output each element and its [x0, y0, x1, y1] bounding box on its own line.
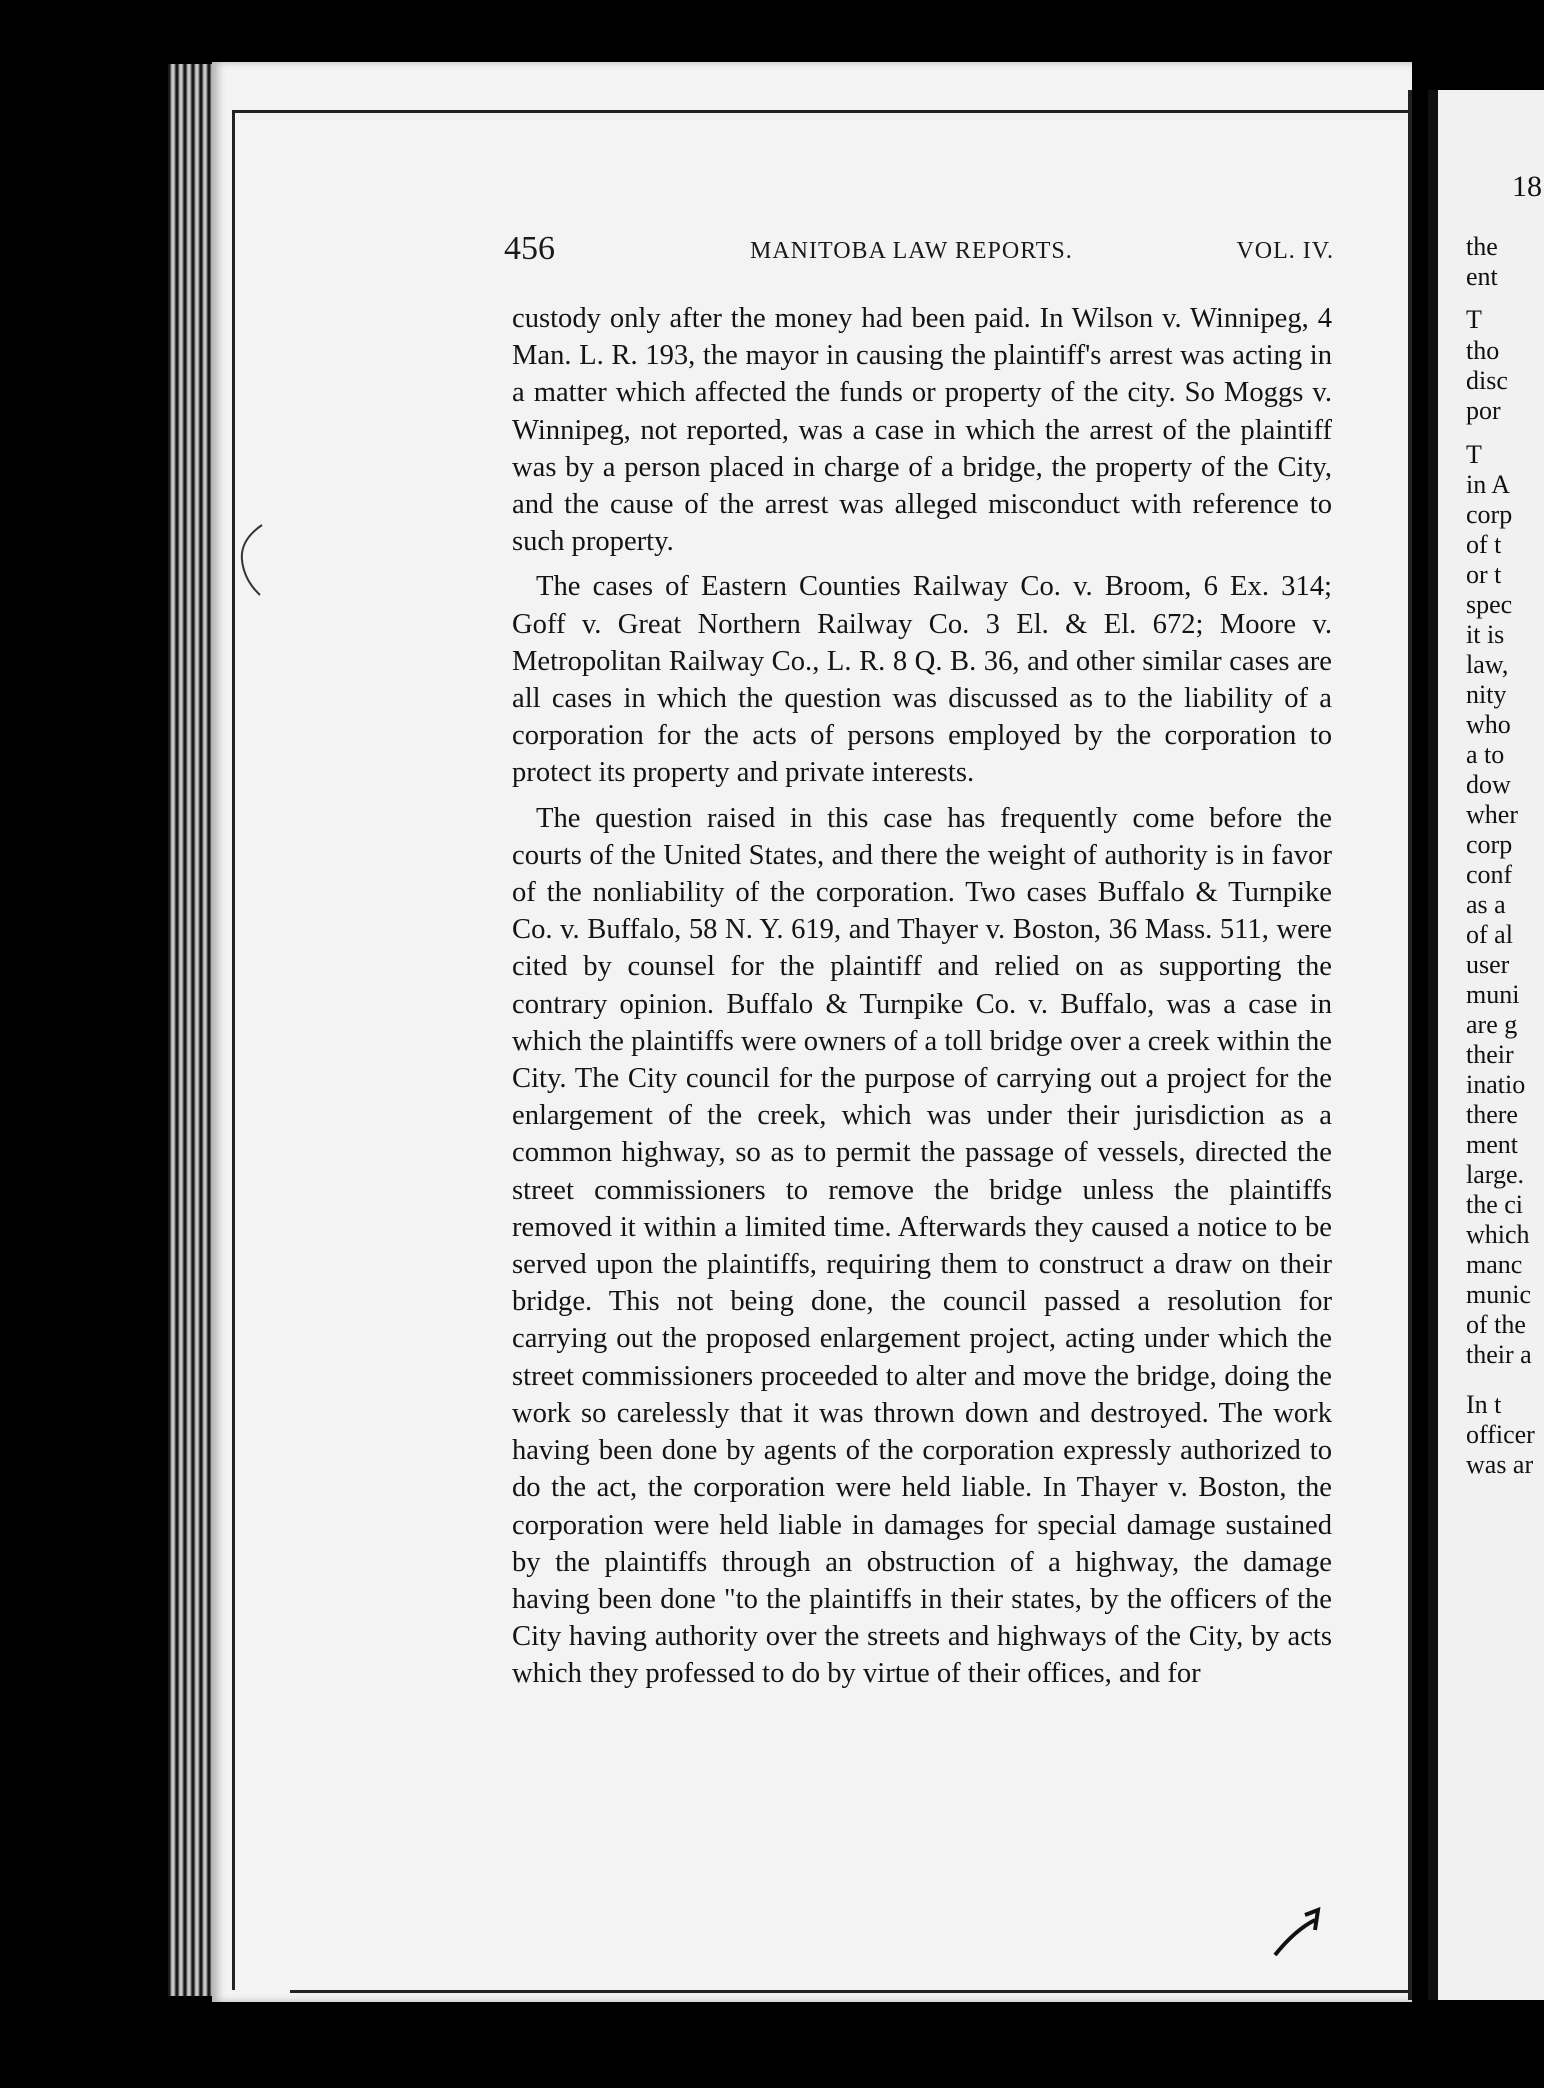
facing-page-line: ent	[1466, 262, 1498, 291]
facing-page-line: user	[1466, 950, 1510, 979]
facing-page-line: inatio	[1466, 1070, 1526, 1099]
facing-page-line: or t	[1466, 560, 1502, 589]
facing-page-line: 18	[1512, 170, 1542, 203]
facing-page-line: conf	[1466, 860, 1513, 889]
facing-page-line: wher	[1466, 800, 1518, 829]
body-text	[512, 300, 1332, 1693]
facing-page-line: their	[1466, 1040, 1514, 1069]
page-border-top	[232, 110, 1408, 113]
facing-page-line: of t	[1466, 530, 1502, 559]
pen-mark-left	[232, 520, 272, 600]
volume-label: VOL. IV.	[1236, 238, 1334, 264]
facing-page-line: disc	[1466, 366, 1508, 395]
facing-page-line: corp	[1466, 500, 1513, 529]
page-border-right	[1408, 90, 1412, 2000]
facing-page-line: corp	[1466, 830, 1513, 859]
facing-page-line: was ar	[1466, 1450, 1534, 1479]
facing-page-line: of the	[1466, 1310, 1526, 1339]
facing-page-line: the ci	[1466, 1190, 1524, 1219]
facing-page-line: in A	[1466, 470, 1511, 499]
facing-page-line: of al	[1466, 920, 1513, 949]
facing-page-line: a to	[1466, 740, 1505, 769]
facing-page-line: who	[1466, 710, 1511, 739]
facing-page-line: it is	[1466, 620, 1505, 649]
facing-page-line: ment	[1466, 1130, 1518, 1159]
facing-page-line: large.	[1466, 1160, 1524, 1189]
facing-page-line: spec	[1466, 590, 1513, 619]
page-border-bottom	[290, 1990, 1410, 1993]
page-border-left	[232, 110, 235, 1990]
facing-page-line: are g	[1466, 1010, 1518, 1039]
facing-page-line: manc	[1466, 1250, 1523, 1279]
facing-page-line: their a	[1466, 1340, 1532, 1369]
facing-page-line: which	[1466, 1220, 1530, 1249]
paragraph: custody only after the money had been paid. In Wilson v. Winnipeg, 4 Man. L. R. 193, the mayor in causing the plaintiff's arrest was acting in a matter which affected the funds or property of the city. So Moggs v. Winnipeg, not reported, was a case in which the arrest of the plaintiff was by a person placed in charge of a bridge, the property of the City, and the cause of the arrest was alleged misconduct with reference to such property.	[512, 303, 1332, 558]
facing-page-line: munic	[1466, 1280, 1531, 1309]
facing-page-line: In t	[1466, 1390, 1502, 1419]
facing-page-line: muni	[1466, 980, 1520, 1009]
facing-page-line: dow	[1466, 770, 1511, 799]
pen-mark-bottom	[1270, 1900, 1330, 1960]
running-header	[504, 230, 1334, 278]
page-number: 456	[504, 230, 555, 267]
facing-page-line: T	[1466, 440, 1482, 469]
facing-page-line: officer	[1466, 1420, 1535, 1449]
facing-page	[1428, 90, 1544, 2000]
gutter	[1428, 90, 1438, 2000]
paragraph: The question raised in this case has frequently come before the courts of the United States, and there the weight of authority is in favor of the nonliability of the corporation. Two cases Buffalo & Turnpike Co. v. Buffalo, 58 N. Y. 619, and Thayer v. Boston, 36 Mass. 511, were cited by counsel for the plaintiff and relied on as supporting the contrary opinion. Buffalo & Turnpike Co. v. Buffalo, was a case in which the plaintiffs were owners of a toll bridge over a creek within the City. The City council for the purpose of carrying out a project for the enlargement of the creek, which was under their jurisdiction as a common highway, so as to permit the passage of vessels, directed the street commissioners to remove the bridge unless the plaintiffs removed it within a limited time. Afterwards they caused a notice to be served upon the plaintiffs, requiring them to construct a draw on their bridge. This not being done, the council passed a resolution for carrying out the proposed enlargement project, acting under which the street commissioners proceeded to alter and move the bridge, doing the work so carelessly that it was thrown down and destroyed. The work having been done by agents of the corporation expressly authorized to do the act, the corporation were held liable. In Thayer v. Boston, the corporation were held liable in damages for special damage sustained by the plaintiffs through an obstruction of a highway, the damage having been done "to the plaintiffs in their states, by the officers of the City having authority over the streets and highways of the City, by acts which they professed to do by virtue of their offices, and for	[512, 802, 1332, 1690]
facing-page-line: there	[1466, 1100, 1518, 1129]
facing-page-line: T	[1466, 305, 1482, 334]
running-title: MANITOBA LAW REPORTS.	[750, 238, 1073, 264]
facing-page-line: the	[1466, 232, 1498, 261]
facing-page-line: por	[1466, 396, 1501, 425]
facing-page-line: tho	[1466, 336, 1500, 365]
paragraph: The cases of Eastern Counties Railway Co. v. Broom, 6 Ex. 314; Goff v. Great Northern Railway Co. 3 El. & El. 672; Moore v. Metropolitan Railway Co., L. R. 8 Q. B. 36, and other similar cases are all cases in which the question was discussed as to the liability of a corporation for the acts of persons employed by the corporation to protect its property and private interests.	[512, 571, 1332, 789]
facing-page-line: as a	[1466, 890, 1506, 919]
facing-page-line: nity	[1466, 680, 1507, 709]
facing-page-line: law,	[1466, 650, 1509, 679]
